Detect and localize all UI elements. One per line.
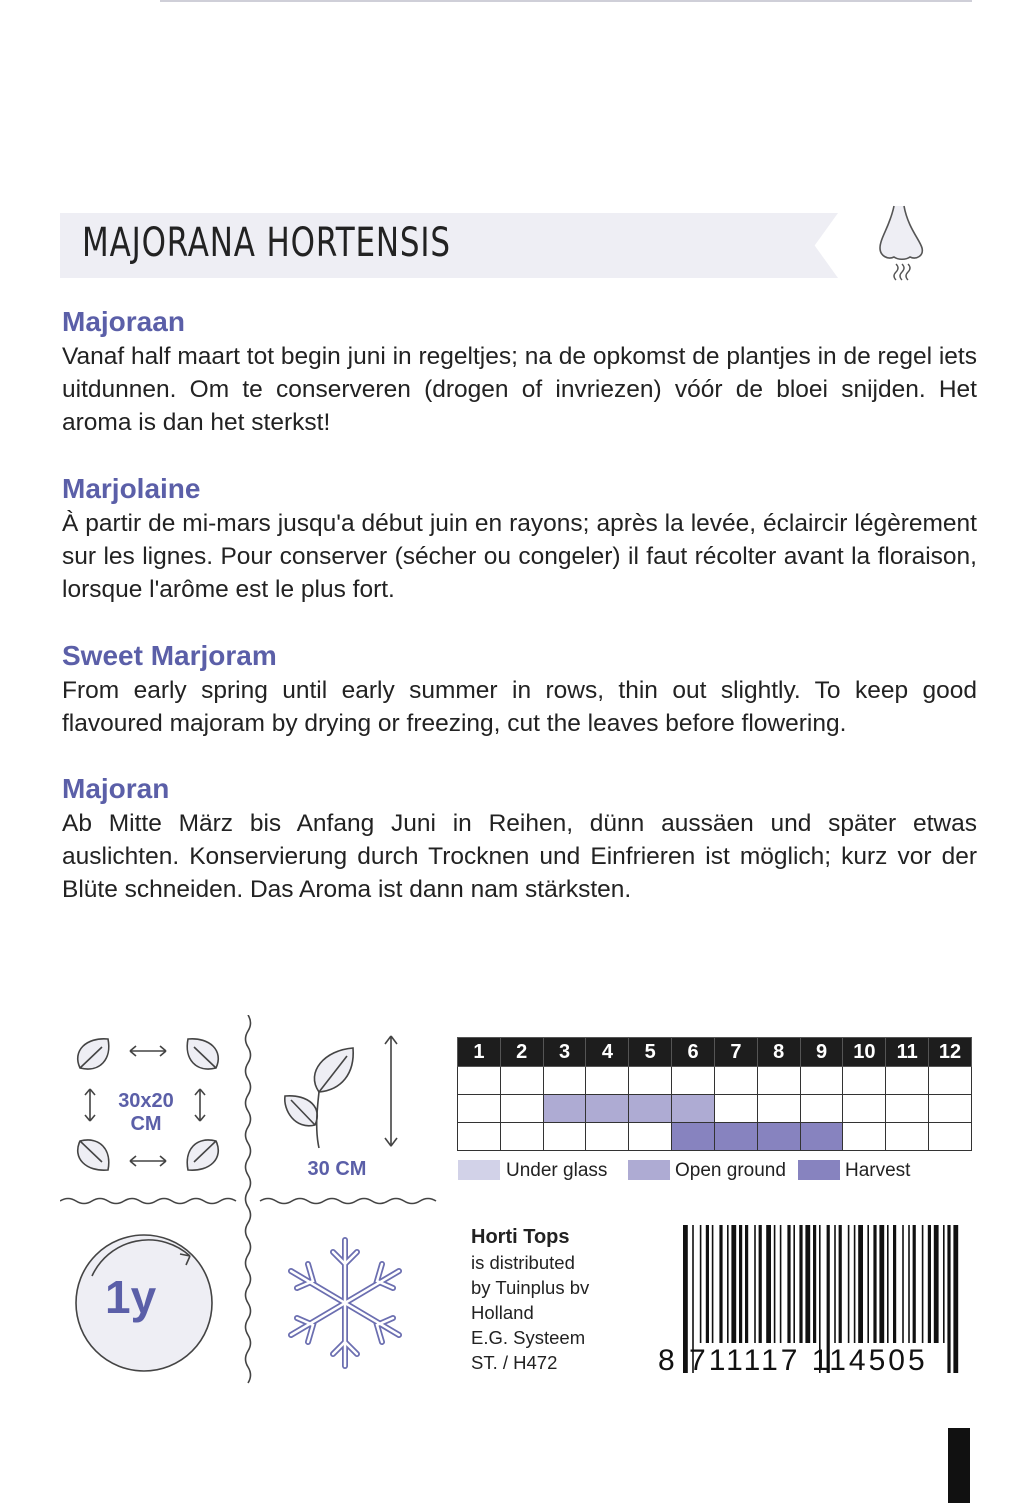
calendar-cell: [629, 1095, 672, 1123]
distributor-info: [471, 1225, 589, 1375]
legend-harvest: Harvest: [845, 1160, 911, 1181]
spacing-unit: CM: [130, 1113, 162, 1135]
barcode-bar: [805, 1225, 810, 1343]
calendar-cell: [757, 1067, 800, 1095]
barcode-bar: [913, 1225, 916, 1343]
calendar-cell: [543, 1067, 586, 1095]
barcode-bar: [839, 1225, 842, 1343]
calendar-month-header: 4: [586, 1038, 629, 1067]
barcode-bar: [731, 1225, 736, 1343]
barcode-bar: [700, 1225, 702, 1343]
spacing-label: [100, 1090, 192, 1136]
barcode-bar: [727, 1225, 729, 1343]
calendar-cell: [586, 1067, 629, 1095]
barcode-bar: [879, 1225, 884, 1343]
barcode-bar: [908, 1225, 910, 1343]
page-title: MAJORANA HORTENSIS: [82, 220, 451, 266]
barcode-bar: [739, 1225, 742, 1343]
barcode-bar: [887, 1225, 889, 1343]
barcode-bar: [934, 1225, 939, 1343]
calendar-cell: [543, 1095, 586, 1123]
barcode-bar: [858, 1225, 863, 1343]
section-dutch: [62, 306, 977, 439]
calendar-cell: [886, 1095, 929, 1123]
section-heading: Majoraan: [62, 306, 185, 337]
calendar-cell: [543, 1123, 586, 1151]
calendar-cell: [886, 1067, 929, 1095]
calendar-month-header: 2: [500, 1038, 543, 1067]
calendar-table: [457, 1037, 972, 1151]
calendar-month-header: 10: [843, 1038, 886, 1067]
section-heading: Marjolaine: [62, 473, 201, 504]
calendar-cell: [757, 1123, 800, 1151]
barcode-bar: [902, 1225, 904, 1343]
sowing-calendar: [457, 1037, 972, 1151]
calendar-cell: [672, 1123, 715, 1151]
calendar-month-header: 9: [800, 1038, 843, 1067]
barcode-bar: [947, 1225, 950, 1373]
calendar-cell: [500, 1095, 543, 1123]
nose-scent-icon: [872, 200, 932, 290]
barcode-bar: [787, 1225, 790, 1343]
barcode-bar: [793, 1225, 795, 1343]
barcode-bar: [799, 1225, 802, 1343]
barcode-bar: [928, 1225, 931, 1343]
calendar-month-header: 8: [757, 1038, 800, 1067]
barcode-bar: [706, 1225, 709, 1343]
calendar-cell: [500, 1123, 543, 1151]
calendar-cell: [929, 1067, 972, 1095]
calendar-month-header: 3: [543, 1038, 586, 1067]
barcode-bar: [854, 1225, 856, 1343]
calendar-month-header: 6: [672, 1038, 715, 1067]
calendar-cell: [800, 1067, 843, 1095]
section-english: [62, 640, 977, 740]
section-body: Ab Mitte März bis Anfang Juni in Reihen, dünn aussäen und später etwas auslichten. Konservierung durch Trocknen und Einfrieren ist möglich; kurz vor der Blüte schneiden. Das Aroma ist dann nam stärksten.: [62, 810, 977, 903]
calendar-cell: [843, 1067, 886, 1095]
barcode-bar: [745, 1225, 748, 1343]
calendar-cell: [929, 1123, 972, 1151]
calendar-month-header: 7: [714, 1038, 757, 1067]
legend-open-ground: Open ground: [675, 1160, 786, 1181]
barcode-bar: [848, 1225, 850, 1343]
calendar-month-header: 1: [458, 1038, 501, 1067]
section-french: [62, 473, 977, 606]
calendar-row: [458, 1095, 972, 1123]
calendar-cell: [500, 1067, 543, 1095]
distributor-line: E.G. Systeem: [471, 1327, 586, 1348]
barcode-bar: [774, 1225, 776, 1343]
section-body: Vanaf half maart tot begin juni in regeltjes; na de opkomst de plantjes in de regel iets uitdunnen. Om te conserveren (drogen of invriezen) vóór de bloei snijden. Het aroma is dan het sterkst!: [62, 343, 977, 436]
plant-height-icon: [275, 1030, 415, 1155]
barcode-bar: [813, 1225, 816, 1343]
lifecycle-label: 1y: [105, 1271, 157, 1323]
calendar-cell: [586, 1123, 629, 1151]
legend-swatch-open-ground: [628, 1160, 670, 1180]
barcode-bar: [754, 1225, 756, 1343]
calendar-cell: [458, 1123, 501, 1151]
barcode-bar: [834, 1225, 836, 1343]
barcode-bar: [719, 1225, 722, 1343]
section-heading: Majoran: [62, 773, 170, 804]
barcode-number: 8 711117 114505: [658, 1344, 928, 1377]
snowflake-icon: [275, 1228, 415, 1378]
calendar-cell: [714, 1067, 757, 1095]
legend-swatch-under-glass: [458, 1160, 500, 1180]
barcode-bar: [759, 1225, 762, 1343]
calendar-month-header: 11: [886, 1038, 929, 1067]
spacing-value: 30x20: [118, 1090, 174, 1112]
calendar-cell: [886, 1123, 929, 1151]
top-rule: [160, 0, 972, 2]
calendar-cell: [843, 1095, 886, 1123]
distributor-line: is distributed: [471, 1252, 575, 1273]
calendar-cell: [458, 1067, 501, 1095]
calendar-row: [458, 1067, 972, 1095]
calendar-cell: [629, 1123, 672, 1151]
calendar-cell: [843, 1123, 886, 1151]
distributor-line: Holland: [471, 1302, 534, 1323]
legend-swatch-harvest: [798, 1160, 840, 1180]
calendar-cell: [800, 1095, 843, 1123]
distributor-line: ST. / H472: [471, 1352, 558, 1373]
section-body: À partir de mi-mars jusqu'a début juin en rayons; après la levée, éclaircir légèrement sur les lignes. Pour conserver (sécher ou congeler) il faut récolter avant la floraison, lorsque l'arôme est le plus fort.: [62, 510, 977, 603]
calendar-cell: [458, 1095, 501, 1123]
calendar-cell: [714, 1123, 757, 1151]
calendar-month-header: 12: [929, 1038, 972, 1067]
distributor-line: by Tuinplus bv: [471, 1277, 590, 1298]
calendar-cell: [672, 1067, 715, 1095]
barcode-bar: [893, 1225, 896, 1343]
section-heading: Sweet Marjoram: [62, 640, 277, 671]
calendar-month-header: 5: [629, 1038, 672, 1067]
section-german: [62, 773, 977, 906]
print-mark: [948, 1428, 970, 1503]
calendar-row: [458, 1123, 972, 1151]
calendar-cell: [629, 1067, 672, 1095]
barcode-bar: [867, 1225, 869, 1343]
barcode-bar: [712, 1225, 714, 1343]
section-body: From early spring until early summer in rows, thin out slightly. To keep good flavoured majoram by drying or freezing, cut the leaves before flowering.: [62, 677, 977, 737]
calendar-cell: [929, 1095, 972, 1123]
calendar-cell: [800, 1123, 843, 1151]
barcode-bar: [943, 1225, 945, 1343]
height-label: 30 CM: [307, 1158, 367, 1180]
barcode-bar: [780, 1225, 782, 1343]
barcode-bar: [953, 1225, 958, 1373]
calendar-cell: [586, 1095, 629, 1123]
brand-name: Horti Tops: [471, 1226, 570, 1248]
calendar-cell: [714, 1095, 757, 1123]
calendar-cell: [672, 1095, 715, 1123]
legend-under-glass: Under glass: [506, 1160, 608, 1181]
barcode-bar: [766, 1225, 771, 1343]
barcode-bar: [922, 1225, 924, 1343]
barcode-bar: [873, 1225, 876, 1343]
wavy-divider-horizontal: [60, 1193, 440, 1209]
calendar-cell: [757, 1095, 800, 1123]
